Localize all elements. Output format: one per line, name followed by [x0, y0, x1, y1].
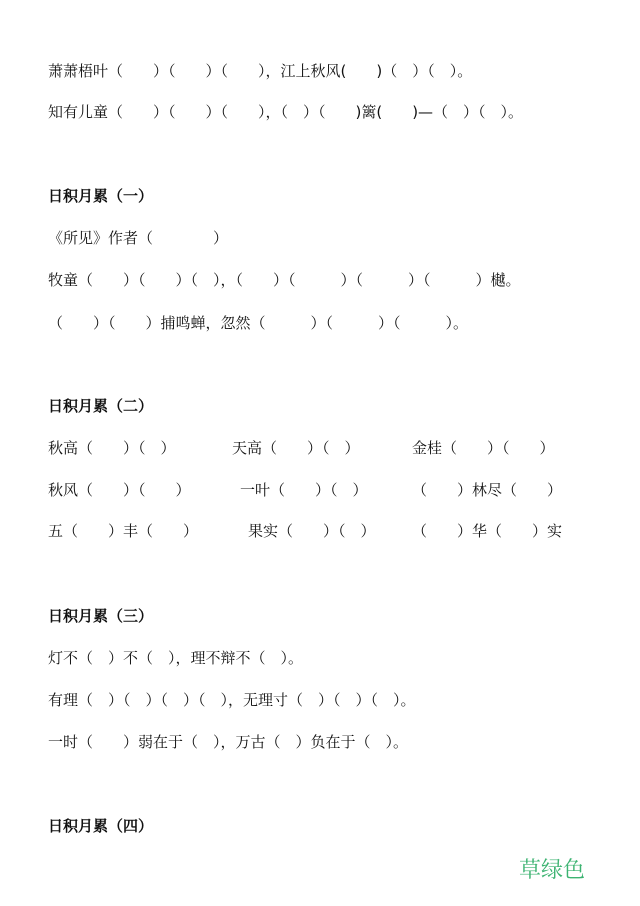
section-2-cell: 一叶（ ）（ ）: [240, 481, 368, 499]
section-2-cell: 五（ ）丰（ ）: [48, 522, 199, 540]
section-3-line-3: 一时（ ）弱在于（ ），万古（ ）负在于（ ）。: [48, 733, 409, 751]
section-4-heading: 日积月累（四）: [48, 817, 154, 835]
section-1-line-1: 《所见》作者（ ）: [48, 229, 229, 247]
section-1-line-3: （ ）（ ）捕鸣蝉，忽然（ ）（ ）（ ）。: [48, 314, 469, 332]
section-3-line-1: 灯不（ ）不（ ），理不辩不（ ）。: [48, 649, 304, 667]
section-2-cell: （ ）林尽（ ）: [412, 481, 563, 499]
section-3-line-2: 有理（ ）（ ）（ ）（ ），无理寸（ ）（ ）（ ）。: [48, 691, 416, 709]
section-2-cell: （ ）华（ ）实: [412, 522, 563, 540]
section-2-cell: 秋风（ ）（ ）: [48, 481, 191, 499]
poem-line-2: 知有儿童（ ）（ ）（ ），（ ）（ )篱( )—（ ）（ ）。: [48, 103, 524, 121]
section-3-heading: 日积月累（三）: [48, 607, 154, 625]
section-1-heading: 日积月累（一）: [48, 187, 154, 205]
section-2-cell: 金桂（ ）（ ）: [412, 439, 555, 457]
section-1-line-2: 牧童（ ）（ ）（ ），（ ）（ ）（ ）（ ）樾。: [48, 271, 521, 289]
section-2-cell: 秋高（ ）（ ）: [48, 439, 176, 457]
poem-line-1: 萧萧梧叶（ ）（ ）（ ），江上秋风( )（ ）（ ）。: [48, 62, 473, 80]
section-2-heading: 日积月累（二）: [48, 397, 154, 415]
section-2-cell: 果实（ ）（ ）: [248, 522, 376, 540]
section-2-cell: 天高（ ）（ ）: [232, 439, 360, 457]
watermark: 草绿色: [519, 858, 586, 883]
